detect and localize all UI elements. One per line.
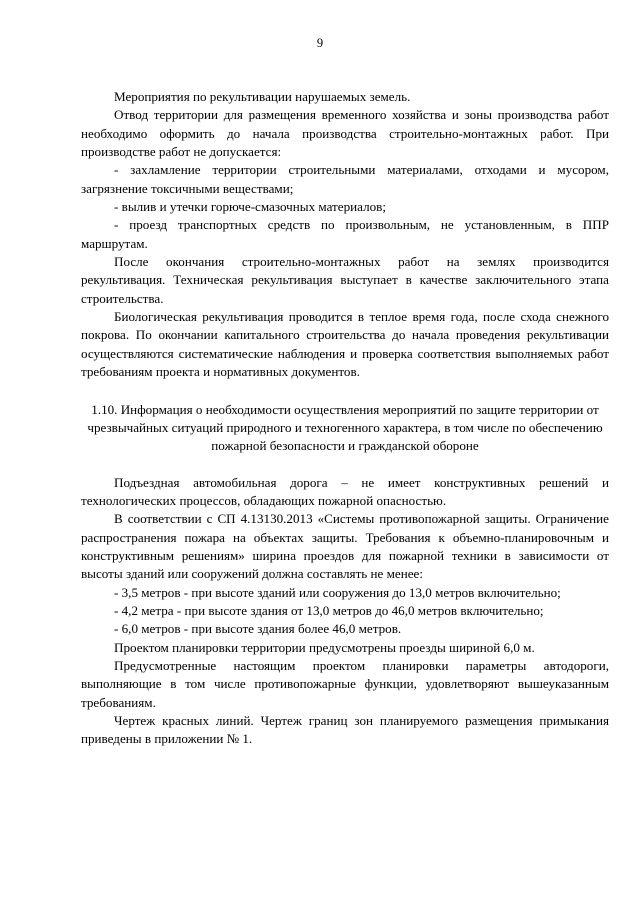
paragraph: Предусмотренные настоящим проектом планировки параметры автодороги, выполняющие в том числе противопожарные функции, удовлетворяют вышеуказанным требованиям. — [81, 657, 609, 710]
paragraph: Мероприятия по рекультивации нарушаемых земель. — [114, 89, 411, 104]
paragraph: Подъездная автомобильная дорога – не имеет конструктивных решений и технологических процессов, обладающих пожарной опасностью. — [81, 474, 609, 508]
list-item: - захламление территории строительными материалами, отходами и мусором, загрязнение токсичными веществами; — [81, 162, 609, 196]
list-item: - 3,5 метров - при высоте зданий или сооружения до 13,0 метров включительно; — [114, 584, 561, 600]
list-item: - вылив и утечки горюче-смазочных материалов; — [114, 199, 386, 215]
paragraph: Отвод территории для размещения временного хозяйства и зоны производства работ необходимо оформить до начала производства строительно-монтажных работ. При производстве работ не допускается: — [81, 107, 609, 160]
list-item: - проезд транспортных средств по произвольным, не установленным, в ППР маршрутам. — [81, 217, 609, 251]
paragraph: Проектом планировки территории предусмотрены проезды шириной 6,0 м. — [114, 639, 535, 655]
list-item: - 4,2 метра - при высоте здания от 13,0 метров до 46,0 метров включительно; — [114, 602, 544, 618]
paragraph: Чертеж красных линий. Чертеж границ зон планируемого размещения примыкания приведены в приложении № 1. — [81, 713, 609, 747]
paragraph: После окончания строительно-монтажных работ на землях производится рекультивация. Техническая рекультивация выступает в качестве заключительного этапа строительства. — [81, 254, 609, 306]
list-item: - 6,0 метров - при высоте здания более 46,0 метров. — [114, 621, 402, 637]
document-body — [81, 88, 609, 749]
paragraph: Биологическая рекультивация проводится в теплое время года, после схода снежного покрова. По окончании капитального строительства до начала проведения рекультивации осуществляются систематические наблюдения и проверка соответствия выполняемых работ требованиям проекта и нормативных документов. — [81, 309, 609, 380]
paragraph: В соответствии с СП 4.13130.2013 «Системы противопожарной защиты. Ограничение распространения пожара на объектах защиты. Требования к объемно-планировочным и конструктивным решениям» ширина проездов для пожарной техники в зависимости от высоты зданий или сооружений должна составлять не менее: — [81, 511, 609, 582]
section-heading: 1.10. Информация о необходимости осуществления мероприятий по защите территории от чрезвычайных ситуаций природного и техногенного характера, в том числе по обеспечению пожарной безопасности и гражданской обороне — [87, 401, 603, 454]
page-number: 9 — [316, 36, 324, 50]
